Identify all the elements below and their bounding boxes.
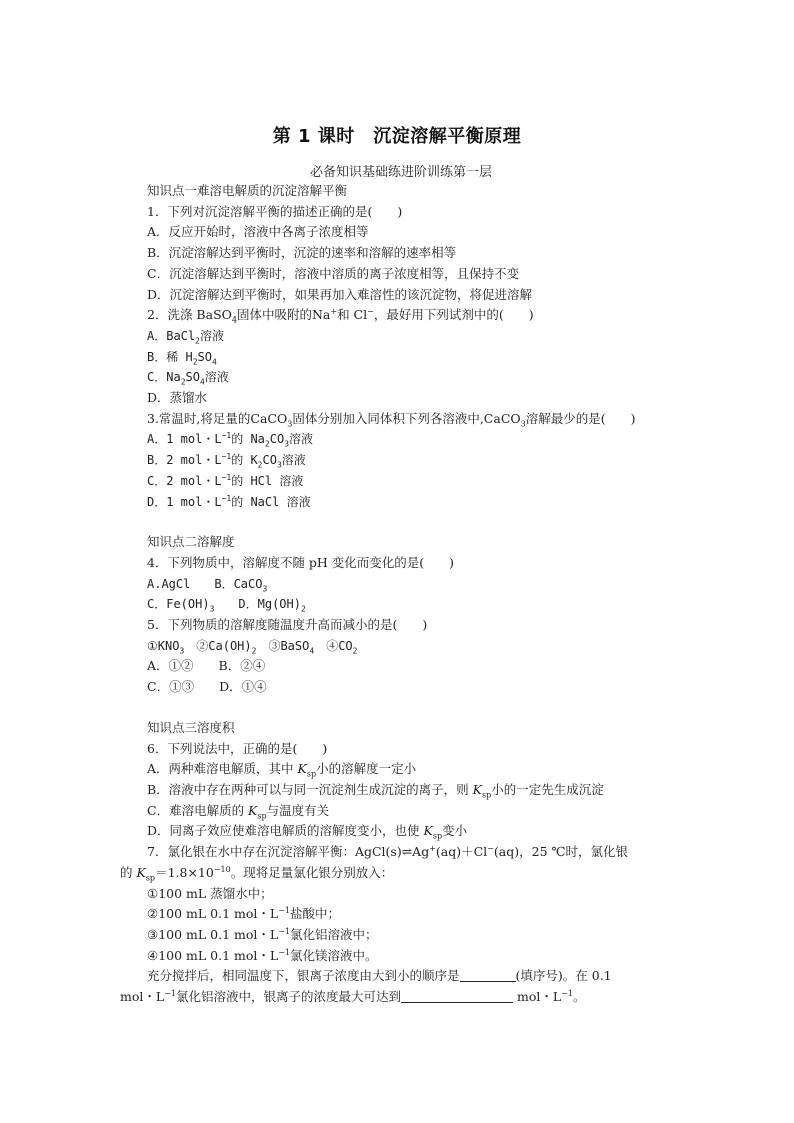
question-3-option-a: A．1 mol・$L^{-1}$的 $Na_2CO_3$溶液: [147, 431, 314, 449]
question-3-option-c: C．2 mol・$L^{-1}$的 HCl 溶液: [147, 472, 304, 488]
question-6-option-b: B．溶液中存在两种可以与同一沉淀剂生成沉淀的离子，则 $K_{sp}$小的一定先生成沉淀: [147, 781, 604, 800]
question-4-options-ab: A.AgCl B．CaCO$_3$: [147, 576, 268, 594]
question-1-option-d: D．沉淀溶解达到平衡时，如果再加入难溶性的该沉淀物，将促进溶解: [147, 286, 533, 302]
question-6-option-c: C．难溶电解质的 $K_{sp}$与温度有关: [147, 802, 330, 821]
question-7-case-4: ④100 mL 0.1 mol・$L^{-1}$氯化镁溶液中。: [147, 947, 378, 963]
question-6-option-a: A．两种难溶电解质，其中 $K_{sp}$小的溶解度一定小: [147, 761, 417, 779]
question-2-option-a: A．BaCl$_2$溶液: [147, 328, 224, 346]
question-3-option-d: D．1 mol・$L^{-1}$的 NaCl 溶液: [147, 493, 311, 509]
question-4-options-cd: C．$Fe(OH)_3$ D．$Mg(OH)_2$: [147, 597, 306, 614]
page-subtitle: 必备知识基础练进阶训练第一层: [310, 165, 493, 180]
document-body: [120, 181, 687, 1008]
question-7-case-1: ①100 mL 蒸馏水中；: [147, 885, 273, 901]
question-5-options-ab: A．①② B．②④: [147, 658, 266, 674]
answer-blank-concentration[interactable]: [401, 988, 513, 1003]
question-1-option-b: B．沉淀溶解达到平衡时，沉淀的速率和溶解的速率相等: [147, 245, 457, 261]
question-7-case-2: ②100 mL 0.1 mol・$L^{-1}$盐酸中；: [147, 906, 341, 922]
question-3-stem: 3.常温时,将足量的CaCO$_3$固体分别加入同体积下列各溶液中,CaCO$_3$溶解最少的是( ): [147, 410, 636, 429]
question-5-items: $①KNO_3$ $②Ca(OH)_2$ ③BaSO$_4$ $④CO_2$: [147, 638, 358, 656]
page-title: 第 1 课时 沉淀溶解平衡原理: [272, 126, 522, 147]
section-heading-3: 知识点三溶度积: [147, 719, 235, 735]
question-2-stem: 2．洗涤 BaSO$_4$固体中吸附的Na+和 Cl−，最好用下列试剂中的( ): [147, 307, 534, 325]
question-1-option-c: C．沉淀溶解达到平衡时，溶液中溶质的离子浓度相等，且保持不变: [147, 265, 520, 281]
question-5-stem: 5．下列物质的溶解度随温度升高而减小的是( ): [147, 617, 428, 633]
question-4-stem: 4．下列物质中，溶解度不随 pH 变化而变化的是( ): [147, 554, 455, 570]
question-2-option-c: C．$Na_2SO_4$溶液: [147, 370, 229, 387]
section-heading-2: 知识点二溶解度: [147, 534, 235, 550]
question-7-tail-2: mol・$L^{-1}$氯化铝溶液中，银离子的浓度最大可达到 mol・$L^{-1}$。: [120, 988, 586, 1005]
section-heading-1: 知识点一难溶电解质的沉淀溶解平衡: [147, 183, 348, 198]
question-3-option-b: B．2 mol・$L^{-1}$的 $K_2CO_3$溶液: [147, 452, 306, 470]
question-2-option-b: B．稀 $H_2SO_4$: [147, 349, 217, 367]
question-7-tail-1: 充分搅拌后，相同温度下，银离子浓度由大到小的顺序是 (填序号)。在 0.1: [147, 968, 612, 984]
question-6-option-d: D．同离子效应使难溶电解质的溶解度变小，也使 $K_{sp}$变小: [147, 823, 468, 841]
question-1-option-a: A．反应开始时，溶液中各离子浓度相等: [147, 224, 369, 240]
question-5-options-cd: C．①③ D．①④: [147, 679, 267, 695]
question-7-stem: 7．氯化银在水中存在沉淀溶解平衡：AgCl(s)⇌Ag+(aq)＋Cl−(aq)，25 ℃时，氯化银: [147, 843, 628, 860]
answer-blank-order[interactable]: [460, 967, 516, 982]
question-2-option-d: D．蒸馏水: [147, 390, 208, 406]
question-6-stem: 6．下列说法中，正确的是( ): [147, 740, 328, 756]
question-7-stem-continued: 的 $K_{sp}=1.8\times 10^{-10}$。现将足量氯化银分别放入：: [120, 864, 394, 883]
question-7-case-3: ③100 mL 0.1 mol・$L^{-1}$氯化铝溶液中；: [147, 926, 378, 942]
question-1-stem: 1．下列对沉淀溶解平衡的描述正确的是( ): [147, 203, 403, 219]
